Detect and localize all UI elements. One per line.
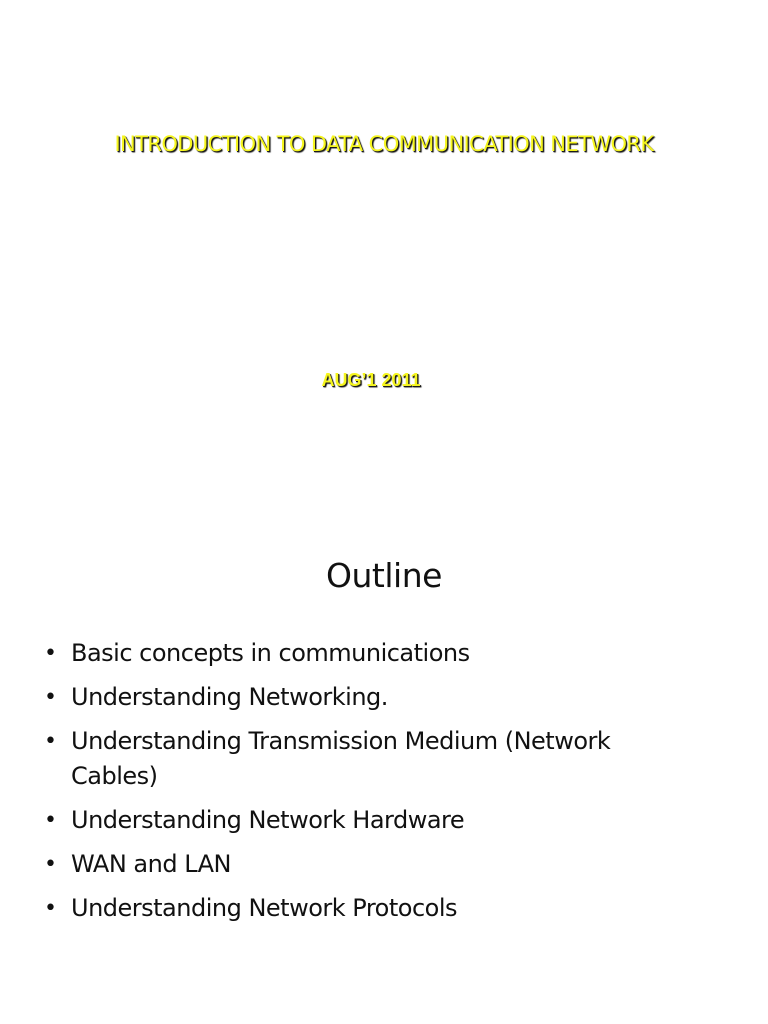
- bullet-icon: •: [44, 641, 57, 666]
- outline-item: [44, 680, 684, 715]
- slide-date: AUG’1 2011: [321, 370, 421, 390]
- outline-item-text: Understanding Network Hardware: [71, 806, 465, 834]
- bullet-icon: •: [44, 685, 57, 710]
- bullet-icon: •: [44, 896, 57, 921]
- outline-item: [44, 803, 684, 838]
- outline-item-text: Basic concepts in communications: [71, 639, 470, 667]
- outline-item: [44, 891, 684, 926]
- bullet-icon: •: [44, 852, 57, 877]
- outline-item-text: Understanding Networking.: [71, 683, 388, 711]
- outline-item-text: WAN and LAN: [71, 850, 231, 878]
- bullet-icon: •: [44, 808, 57, 833]
- bullet-icon: •: [44, 729, 57, 754]
- outline-item-text: Understanding Network Protocols: [71, 894, 458, 922]
- outline-item: [44, 636, 684, 671]
- outline-item-text: Understanding Transmission Medium (Network Cables): [71, 727, 611, 790]
- slide-title: INTRODUCTION TO DATA COMMUNICATION NETWORK: [114, 132, 654, 156]
- outline-heading: Outline: [326, 556, 442, 595]
- outline-list: [44, 636, 684, 935]
- outline-slide: [0, 512, 768, 1024]
- outline-item: [44, 724, 684, 794]
- outline-item: [44, 847, 684, 882]
